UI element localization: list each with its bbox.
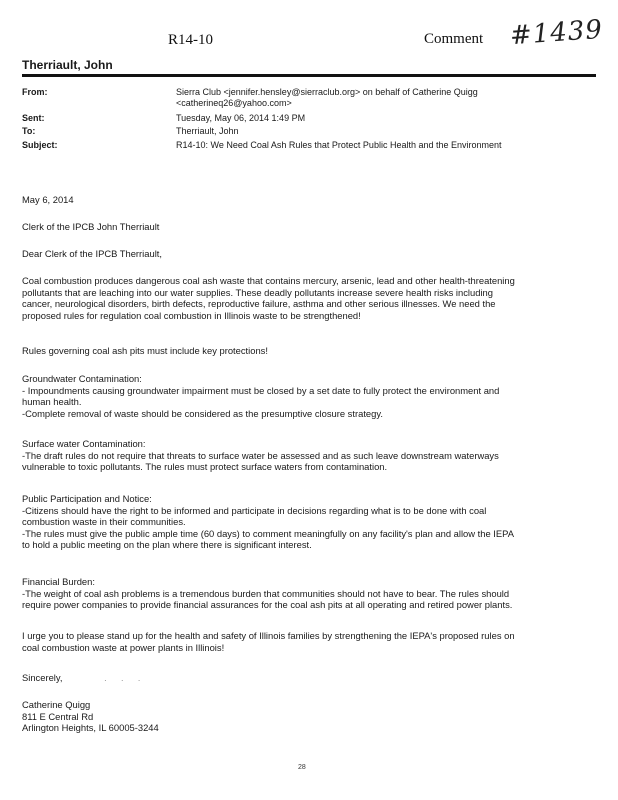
scan-artifact-dots: · · · (104, 676, 147, 685)
section-line: -Complete removal of waste should be considered as the presumptive closure strategy. (22, 407, 383, 419)
section-line: combustion waste in their communities. (22, 516, 186, 527)
intro-line: cancer, neurological disorders, birth defects, reproductive failure, asthma and other serious illnesses. We need the (22, 298, 496, 309)
from-label: From: (22, 87, 48, 97)
from-value-line1: Sierra Club <jennifer.hensley@sierraclub.org> on behalf of Catherine Quigg (176, 87, 478, 97)
sent-value: Tuesday, May 06, 2014 1:49 PM (176, 113, 306, 123)
section-surface-water (22, 438, 598, 473)
page-number: 28 (298, 764, 306, 771)
section-groundwater (22, 373, 598, 419)
rules-intro: Rules governing coal ash pits must include key protections! (22, 345, 268, 356)
letter-salutation: Dear Clerk of the IPCB Therriault, (22, 248, 162, 259)
section-line: -The rules must give the public ample time (60 days) to comment meaningfully on any facility's plan and allow the IEPA (22, 527, 514, 539)
section-line: human health. (22, 396, 82, 407)
section-public-participation (22, 493, 598, 551)
to-label: To: (22, 126, 36, 136)
section-line: -The weight of coal ash problems is a tremendous burden that communities should not have to bear. The rules should (22, 587, 510, 599)
sent-label: Sent: (22, 113, 45, 123)
letter-date: May 6, 2014 (22, 194, 74, 205)
intro-paragraph (22, 275, 598, 321)
signature-name: Catherine Quigg (22, 699, 91, 710)
signature-street: 811 E Central Rd (22, 710, 94, 722)
letter-signoff: Sincerely, (22, 672, 63, 683)
intro-line: Coal combustion produces dangerous coal ash waste that contains mercury, arsenic, lead and other health-threatening (22, 275, 515, 286)
section-heading: Groundwater Contamination: (22, 373, 142, 384)
section-line: to hold a public meeting on the plan where there is significant interest. (22, 539, 312, 550)
section-financial-burden (22, 576, 598, 611)
to-value: Therriault, John (176, 126, 239, 136)
signature-block (22, 699, 598, 734)
closing-paragraph (22, 630, 598, 653)
docket-number: R14-10 (168, 32, 213, 48)
handwritten-comment-number: #1439 (509, 14, 604, 52)
signature-city: Arlington Heights, IL 60005-3244 (22, 722, 159, 733)
intro-line: proposed rules for regulation coal combustion in Illinois waste to be strengthened! (22, 309, 361, 321)
letter-addressee: Clerk of the IPCB John Therriault (22, 221, 160, 232)
subject-label: Subject: (22, 140, 58, 150)
section-line: -The draft rules do not require that threats to surface water be assessed and as such leave downstream waterways (22, 449, 499, 461)
recipient-name: Therriault, John (22, 58, 113, 72)
section-line: - Impoundments causing groundwater impairment must be closed by a set date to fully protect the environment and (22, 384, 500, 396)
section-line: -Citizens should have the right to be informed and participate in decisions regarding what is to be done with coal (22, 504, 487, 516)
section-heading: Surface water Contamination: (22, 438, 146, 449)
closing-line: I urge you to please stand up for the health and safety of Illinois families by strengthening the IEPA's proposed rules on (22, 630, 515, 641)
section-line: vulnerable to toxic pollutants. The rules must protect surface waters from contamination. (22, 461, 388, 472)
section-line: require power companies to provide financial assurances for the coal ash pits at all operating and retired power plants. (22, 599, 513, 610)
subject-value: R14-10: We Need Coal Ash Rules that Protect Public Health and the Environment (176, 140, 502, 150)
comment-label: Comment (424, 31, 484, 47)
header-rule (22, 74, 596, 77)
section-heading: Public Participation and Notice: (22, 493, 152, 504)
intro-line: pollutants that are leaching into our water supplies. These deadly pollutants increase severe health risks including (22, 286, 493, 298)
section-heading: Financial Burden: (22, 576, 95, 587)
closing-line: coal combustion waste at power plants in Illinois! (22, 641, 225, 653)
from-value-line2: <catherineq26@yahoo.com> (176, 98, 292, 108)
